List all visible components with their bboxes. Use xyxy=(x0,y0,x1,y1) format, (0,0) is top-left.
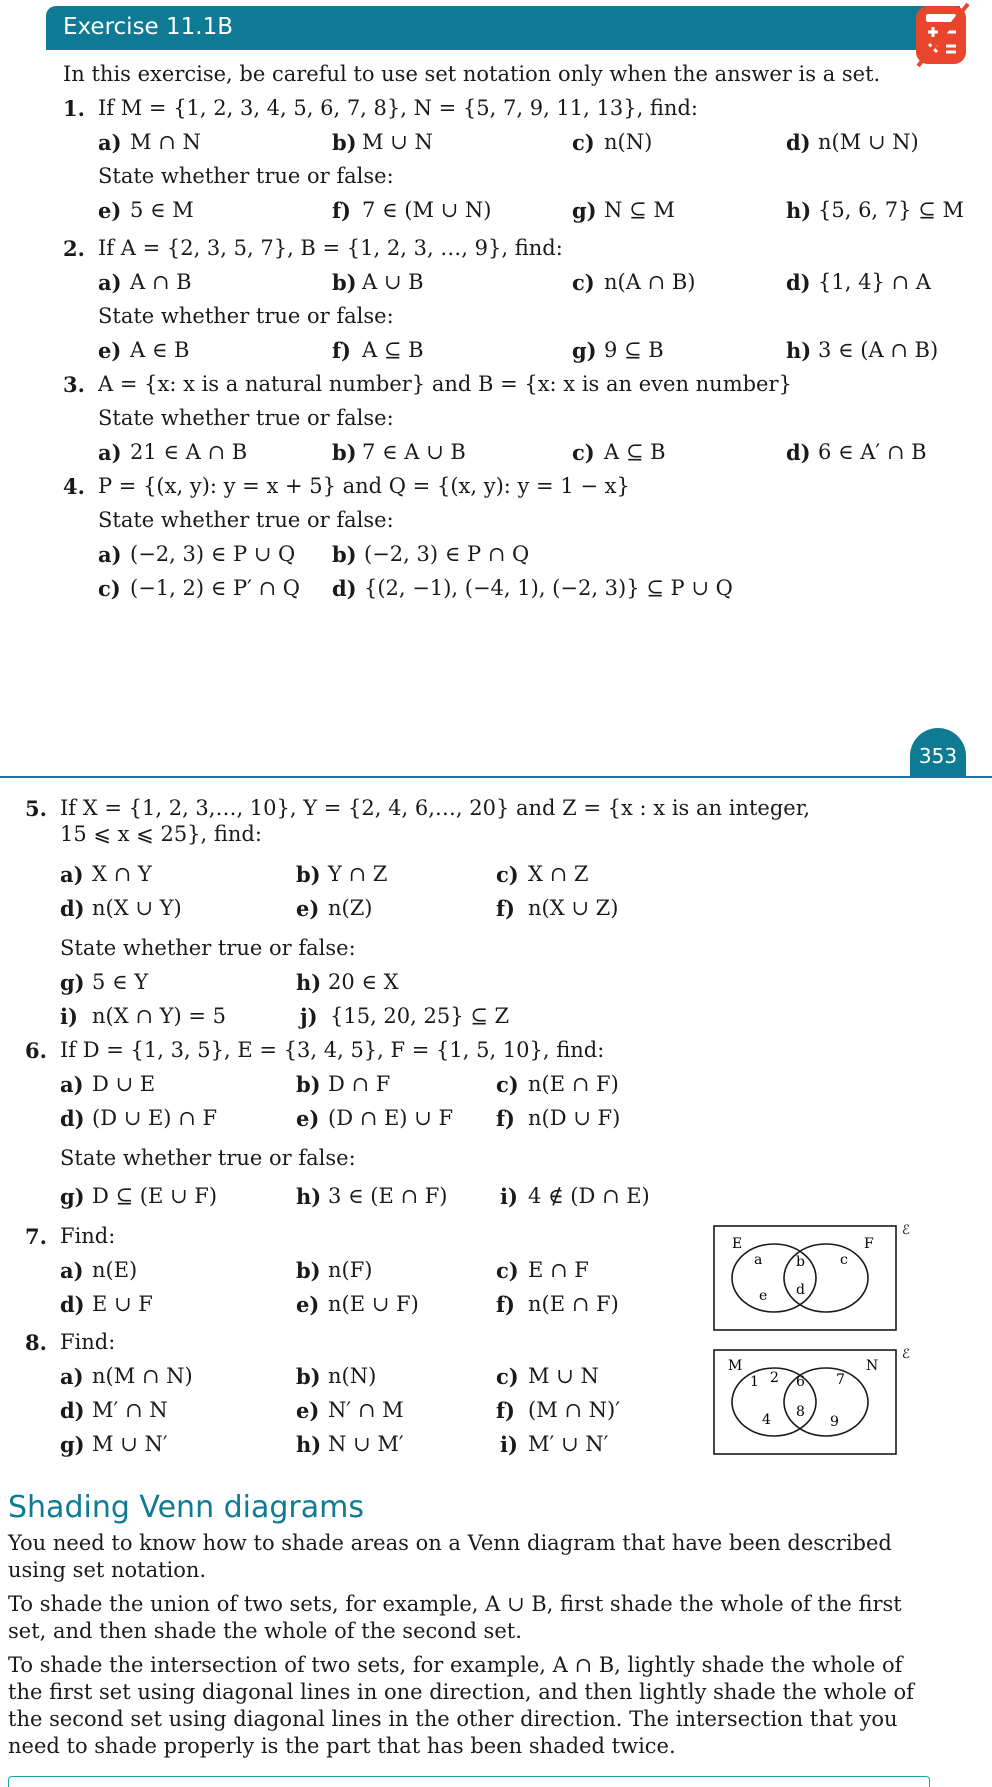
part-text: 9 ⊆ B xyxy=(604,338,664,362)
part-label: a) xyxy=(60,862,84,887)
part-text: Y ∩ Z xyxy=(328,862,388,886)
venn-diagram-mn xyxy=(712,1346,918,1456)
part-label: a) xyxy=(60,1258,84,1283)
part-text: N ∪ M′ xyxy=(328,1432,404,1456)
part-label: b) xyxy=(332,440,357,465)
part-text: n(M ∪ N) xyxy=(818,130,919,154)
part-label: a) xyxy=(60,1072,84,1097)
part-label: c) xyxy=(572,440,595,465)
q5-text-line1: If X = {1, 2, 3,…, 10}, Y = {2, 4, 6,…, 20} and Z = {x : x is an integer, xyxy=(60,796,811,820)
part-text: (M ∩ N)′ xyxy=(528,1398,620,1422)
part-label: f) xyxy=(496,1398,515,1423)
q1-number: 1. xyxy=(63,96,85,121)
venn-element: 1 xyxy=(750,1374,759,1390)
part-label: a) xyxy=(98,440,122,465)
part-text: M′ ∪ N′ xyxy=(528,1432,609,1456)
part-text: E ∩ F xyxy=(528,1258,589,1282)
part-text: n(E) xyxy=(92,1258,138,1282)
venn-universal-symbol: ℰ xyxy=(902,1223,910,1238)
venn-element: 2 xyxy=(770,1370,779,1386)
q5-state-true-false: State whether true or false: xyxy=(60,936,356,960)
section-paragraph-2: To shade the union of two sets, for example, A ∪ B, first shade the whole of the first set, and then shade the whole of the second set. xyxy=(8,1592,902,1643)
venn-element: b xyxy=(796,1254,805,1270)
part-text: n(E ∪ F) xyxy=(328,1292,419,1316)
q4-number: 4. xyxy=(63,474,85,499)
part-text: n(D ∪ F) xyxy=(528,1106,621,1130)
part-label: i) xyxy=(500,1432,518,1457)
part-text: X ∩ Y xyxy=(92,862,152,886)
part-text: {15, 20, 25} ⊆ Z xyxy=(330,1004,510,1028)
part-label: d) xyxy=(786,270,811,295)
part-label: e) xyxy=(98,198,122,223)
part-text: 5 ∈ M xyxy=(130,198,194,222)
part-text: (D ∪ E) ∩ F xyxy=(92,1106,218,1130)
section-paragraph-3: To shade the intersection of two sets, for example, A ∩ B, lightly shade the whole of the first set using diagonal lines in one direction, and then lightly shade the whole of the second set using diagonal lines in the other direction. The intersection that you need to shade properly is the part that has been shaded twice. xyxy=(8,1653,914,1758)
part-text: X ∩ Z xyxy=(528,862,589,886)
part-label: b) xyxy=(332,542,357,567)
part-text: (D ∩ E) ∪ F xyxy=(328,1106,454,1130)
part-text: 3 ∈ (A ∩ B) xyxy=(818,338,939,362)
part-label: c) xyxy=(496,862,519,887)
part-text: {1, 4} ∩ A xyxy=(818,270,931,294)
part-label: i) xyxy=(500,1184,518,1209)
venn-element: c xyxy=(840,1252,848,1268)
q3-text: A = {x: x is a natural number} and B = {x: x is an even number} xyxy=(98,372,792,396)
part-text: 5 ∈ Y xyxy=(92,970,149,994)
q8-number: 8. xyxy=(25,1330,47,1355)
part-label: f) xyxy=(496,1106,515,1131)
venn-element: e xyxy=(759,1288,768,1304)
part-label: f) xyxy=(332,338,351,363)
part-label: g) xyxy=(60,1184,85,1209)
no-calculator-icon xyxy=(914,0,972,70)
q3-state-true-false: State whether true or false: xyxy=(98,406,394,430)
q5-text-line2: 15 ⩽ x ⩽ 25}, find: xyxy=(60,822,262,846)
q1-state-true-false: State whether true or false: xyxy=(98,164,394,188)
part-label: b) xyxy=(332,270,357,295)
venn-label-f: F xyxy=(864,1236,874,1252)
venn-label-n: N xyxy=(866,1358,879,1374)
part-label: e) xyxy=(296,896,320,921)
part-text: n(E ∩ F) xyxy=(528,1072,619,1096)
part-label: a) xyxy=(98,270,122,295)
part-label: c) xyxy=(572,130,595,155)
q4-text: P = {(x, y): y = x + 5} and Q = {(x, y): y = 1 − x} xyxy=(98,474,630,498)
q3-number: 3. xyxy=(63,372,85,397)
part-text: A ∈ B xyxy=(130,338,190,362)
part-label: a) xyxy=(98,130,122,155)
part-text: n(Z) xyxy=(328,896,373,920)
venn-element: 9 xyxy=(830,1414,839,1430)
page-number: 353 xyxy=(918,744,958,768)
part-label: d) xyxy=(786,130,811,155)
part-text: n(N) xyxy=(328,1364,377,1388)
part-text: n(X ∪ Z) xyxy=(528,896,619,920)
example-box-edge xyxy=(8,1776,930,1787)
q4-state-true-false: State whether true or false: xyxy=(98,508,394,532)
part-text: n(E ∩ F) xyxy=(528,1292,619,1316)
part-text: (−2, 3) ∈ P ∩ Q xyxy=(364,542,530,566)
part-text: n(F) xyxy=(328,1258,373,1282)
venn-element: a xyxy=(754,1252,763,1268)
q7-number: 7. xyxy=(25,1224,47,1249)
q5-number: 5. xyxy=(25,796,47,821)
part-label: b) xyxy=(296,862,321,887)
part-label: d) xyxy=(60,1106,85,1131)
part-label: g) xyxy=(60,1432,85,1457)
part-label: f) xyxy=(332,198,351,223)
part-label: c) xyxy=(572,270,595,295)
part-label: e) xyxy=(296,1106,320,1131)
q1-text: If M = {1, 2, 3, 4, 5, 6, 7, 8}, N = {5, 7, 9, 11, 13}, find: xyxy=(98,96,698,120)
part-label: h) xyxy=(296,970,322,995)
q6-text: If D = {1, 3, 5}, E = {3, 4, 5}, F = {1, 5, 10}, find: xyxy=(60,1038,605,1062)
part-text: n(A ∩ B) xyxy=(604,270,696,294)
venn-diagram-ef xyxy=(712,1222,918,1332)
part-label: c) xyxy=(496,1258,519,1283)
part-text: 3 ∈ (E ∩ F) xyxy=(328,1184,448,1208)
part-text: M ∩ N xyxy=(130,130,201,154)
part-text: N′ ∩ M xyxy=(328,1398,404,1422)
part-label: j) xyxy=(300,1004,318,1029)
part-label: e) xyxy=(296,1292,320,1317)
part-label: h) xyxy=(786,338,812,363)
part-text: M ∪ N xyxy=(362,130,433,154)
part-label: g) xyxy=(60,970,85,995)
part-text: M′ ∩ N xyxy=(92,1398,168,1422)
part-label: c) xyxy=(496,1072,519,1097)
part-text: n(X ∪ Y) xyxy=(92,896,182,920)
part-text: M ∪ N xyxy=(528,1364,599,1388)
part-label: g) xyxy=(572,338,597,363)
part-text: A ⊆ B xyxy=(362,338,424,362)
venn-label-m: M xyxy=(728,1358,743,1374)
part-text: 7 ∈ (M ∪ N) xyxy=(362,198,492,222)
venn-element: 8 xyxy=(796,1404,805,1420)
part-label: e) xyxy=(296,1398,320,1423)
part-label: a) xyxy=(60,1364,84,1389)
part-text: n(N) xyxy=(604,130,653,154)
part-text: D ∩ F xyxy=(328,1072,391,1096)
section-paragraph-1: You need to know how to shade areas on a Venn diagram that have been described using set notation. xyxy=(8,1531,892,1582)
part-text: A ∪ B xyxy=(362,270,424,294)
part-label: d) xyxy=(332,576,357,601)
venn-label-e: E xyxy=(732,1236,743,1252)
part-text: 21 ∈ A ∩ B xyxy=(130,440,248,464)
part-label: g) xyxy=(572,198,597,223)
part-text: 4 ∉ (D ∩ E) xyxy=(528,1184,650,1208)
part-label: e) xyxy=(98,338,122,363)
part-label: d) xyxy=(60,1398,85,1423)
part-text: E ∪ F xyxy=(92,1292,153,1316)
q2-number: 2. xyxy=(63,236,85,261)
part-text: n(M ∩ N) xyxy=(92,1364,193,1388)
q2-text: If A = {2, 3, 5, 7}, B = {1, 2, 3, …, 9}, find: xyxy=(98,236,563,260)
part-label: d) xyxy=(60,896,85,921)
part-text: D ∪ E xyxy=(92,1072,156,1096)
part-label: h) xyxy=(786,198,812,223)
part-label: f) xyxy=(496,896,515,921)
part-text: {(2, −1), (−4, 1), (−2, 3)} ⊆ P ∪ Q xyxy=(364,576,733,600)
part-label: b) xyxy=(296,1364,321,1389)
q6-number: 6. xyxy=(25,1038,47,1063)
part-label: b) xyxy=(296,1258,321,1283)
part-label: a) xyxy=(98,542,122,567)
venn-universal-symbol: ℰ xyxy=(902,1347,910,1362)
part-label: h) xyxy=(296,1432,322,1457)
part-text: A ∩ B xyxy=(130,270,192,294)
part-text: (−2, 3) ∈ P ∪ Q xyxy=(130,542,296,566)
part-text: (−1, 2) ∈ P′ ∩ Q xyxy=(130,576,301,600)
part-label: h) xyxy=(296,1184,322,1209)
part-text: D ⊆ (E ∪ F) xyxy=(92,1184,218,1208)
part-label: f) xyxy=(496,1292,515,1317)
part-text: 6 ∈ A′ ∩ B xyxy=(818,440,927,464)
part-text: {5, 6, 7} ⊆ M xyxy=(818,198,964,222)
part-label: b) xyxy=(332,130,357,155)
q2-state-true-false: State whether true or false: xyxy=(98,304,394,328)
part-text: A ⊆ B xyxy=(604,440,666,464)
page-divider xyxy=(0,776,992,778)
section-heading: Shading Venn diagrams xyxy=(8,1490,365,1525)
part-text: M ∪ N′ xyxy=(92,1432,168,1456)
part-label: c) xyxy=(98,576,121,601)
venn-element: 4 xyxy=(762,1412,771,1428)
part-label: d) xyxy=(786,440,811,465)
part-text: N ⊆ M xyxy=(604,198,675,222)
part-label: i) xyxy=(60,1004,78,1029)
part-label: c) xyxy=(496,1364,519,1389)
q6-state-true-false: State whether true or false: xyxy=(60,1146,356,1170)
part-text: 20 ∈ X xyxy=(328,970,399,994)
part-label: b) xyxy=(296,1072,321,1097)
venn-element: 7 xyxy=(836,1372,845,1388)
venn-element: 6 xyxy=(796,1374,805,1390)
part-text: n(X ∩ Y) = 5 xyxy=(92,1004,226,1028)
exercise-title: Exercise 11.1B xyxy=(63,14,234,40)
venn-element: d xyxy=(796,1282,805,1298)
intro-text: In this exercise, be careful to use set notation only when the answer is a set. xyxy=(63,62,881,86)
part-label: d) xyxy=(60,1292,85,1317)
part-text: 7 ∈ A ∪ B xyxy=(362,440,466,464)
q8-text: Find: xyxy=(60,1330,116,1354)
q7-text: Find: xyxy=(60,1224,116,1248)
